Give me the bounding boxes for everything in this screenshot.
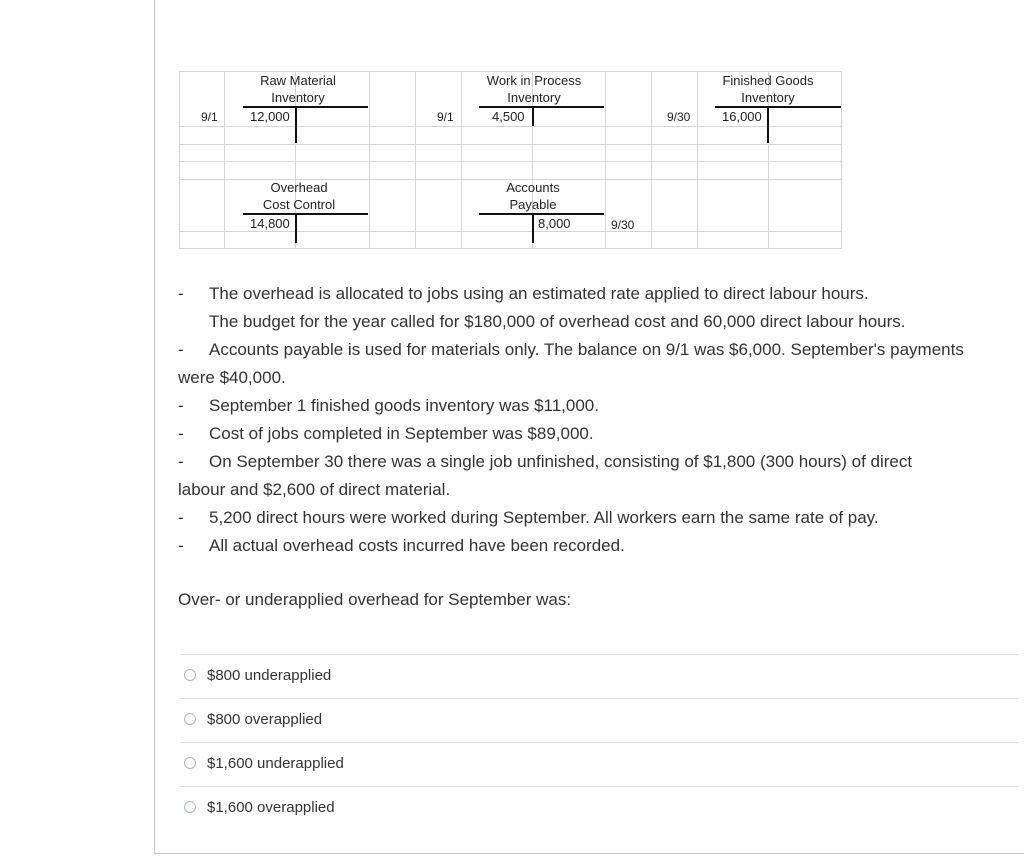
accounts-payable-t-stem <box>532 213 534 243</box>
wip-value: 4,500 <box>492 109 525 124</box>
bullet-2-line1: Accounts payable is used for materials only. The balance on 9/1 was $6,000. September's payments <box>209 340 964 359</box>
bullet-6-line1: 5,200 direct hours were worked during September. All workers earn the same rate of pay. <box>209 508 879 527</box>
bullet-7-line1: All actual overhead costs incurred have been recorded. <box>209 536 625 555</box>
bullet-3-line1: September 1 finished goods inventory was $11,000. <box>209 396 599 415</box>
raw-materials-value: 12,000 <box>250 109 290 124</box>
overhead-t-stem <box>295 213 297 243</box>
raw-materials-title-line2: Inventory <box>271 90 325 105</box>
grid-line <box>179 161 842 162</box>
question-prompt: Over- or underapplied overhead for September was: <box>178 590 572 609</box>
radio-button[interactable] <box>184 757 196 769</box>
wip-t-stem <box>532 106 534 126</box>
finished-goods-t-bar <box>715 106 841 108</box>
content-bottom-border <box>154 853 1024 854</box>
wip-title-line2: Inventory <box>507 90 561 105</box>
radio-button[interactable] <box>184 669 196 681</box>
accounts-payable-date: 9/30 <box>611 218 635 232</box>
option-3[interactable] <box>184 752 344 774</box>
option-4[interactable] <box>184 796 335 818</box>
bullet-2-cont: were $40,000. <box>178 368 286 387</box>
grid-line <box>841 71 842 249</box>
overhead-value: 14,800 <box>250 216 290 231</box>
raw-materials-title-line1: Raw Material <box>260 73 336 88</box>
finished-goods-t-stem <box>767 106 769 143</box>
overhead-title-line1: Overhead <box>270 180 328 195</box>
raw-materials-t-stem <box>295 106 297 143</box>
bullet-dash: - <box>178 452 184 471</box>
bullet-dash: - <box>178 536 184 555</box>
overhead-t-bar <box>243 213 368 215</box>
bullet-dash: - <box>178 284 184 303</box>
raw-materials-title <box>235 72 361 106</box>
accounts-payable-value: 8,000 <box>538 216 571 231</box>
finished-goods-date: 9/30 <box>667 110 691 124</box>
option-label: $1,600 underapplied <box>207 754 344 772</box>
option-divider <box>180 786 1018 787</box>
grid-line <box>179 144 842 145</box>
grid-line <box>179 231 842 232</box>
grid-line <box>224 71 225 249</box>
grid-line <box>179 71 180 249</box>
accounts-payable-t-bar <box>479 213 604 215</box>
grid-line <box>179 248 842 249</box>
bullet-dash: - <box>178 508 184 527</box>
finished-goods-title <box>701 72 835 106</box>
option-label: $1,600 overapplied <box>207 798 335 816</box>
bullet-dash: - <box>178 424 184 443</box>
option-label: $800 underapplied <box>207 666 332 684</box>
wip-title-line1: Work in Process <box>486 73 582 88</box>
grid-line <box>415 71 416 249</box>
option-divider <box>180 698 1018 699</box>
grid-line <box>369 71 370 249</box>
bullet-5-cont: labour and $2,600 of direct material. <box>178 480 451 499</box>
option-label: $800 overapplied <box>207 710 323 728</box>
radio-button[interactable] <box>184 713 196 725</box>
accounts-payable-title-line2: Payable <box>509 197 557 212</box>
grid-line <box>651 71 652 249</box>
grid-line <box>697 71 698 249</box>
raw-materials-date: 9/1 <box>201 110 218 124</box>
content-left-border <box>154 0 155 854</box>
finished-goods-value: 16,000 <box>722 109 762 124</box>
raw-materials-t-bar <box>243 106 368 108</box>
option-1[interactable] <box>184 664 331 686</box>
bullet-1-line1: The overhead is allocated to jobs using an estimated rate applied to direct labour hours. <box>209 284 869 303</box>
t-account-sheet <box>179 71 842 249</box>
accounts-payable-title-line1: Accounts <box>506 180 560 195</box>
bullet-4-line1: Cost of jobs completed in September was $89,000. <box>209 424 594 443</box>
radio-button[interactable] <box>184 801 196 813</box>
option-divider <box>180 654 1018 655</box>
wip-t-bar <box>479 106 604 108</box>
bullet-1-line2: The budget for the year called for $180,000 of overhead cost and 60,000 direct labour hours. <box>209 312 906 331</box>
option-2[interactable] <box>184 708 322 730</box>
bullet-5-line1: On September 30 there was a single job unfinished, consisting of $1,800 (300 hours) of direct <box>209 452 913 471</box>
overhead-title-line2: Cost Control <box>262 197 336 212</box>
option-divider <box>180 742 1018 743</box>
accounts-payable-title <box>489 179 577 213</box>
wip-title <box>459 72 609 106</box>
finished-goods-title-line2: Inventory <box>741 90 795 105</box>
wip-date: 9/1 <box>437 110 454 124</box>
grid-line <box>179 126 842 127</box>
bullet-dash: - <box>178 340 184 359</box>
finished-goods-title-line1: Finished Goods <box>722 73 814 88</box>
overhead-title <box>239 179 359 213</box>
bullet-dash: - <box>178 396 184 415</box>
